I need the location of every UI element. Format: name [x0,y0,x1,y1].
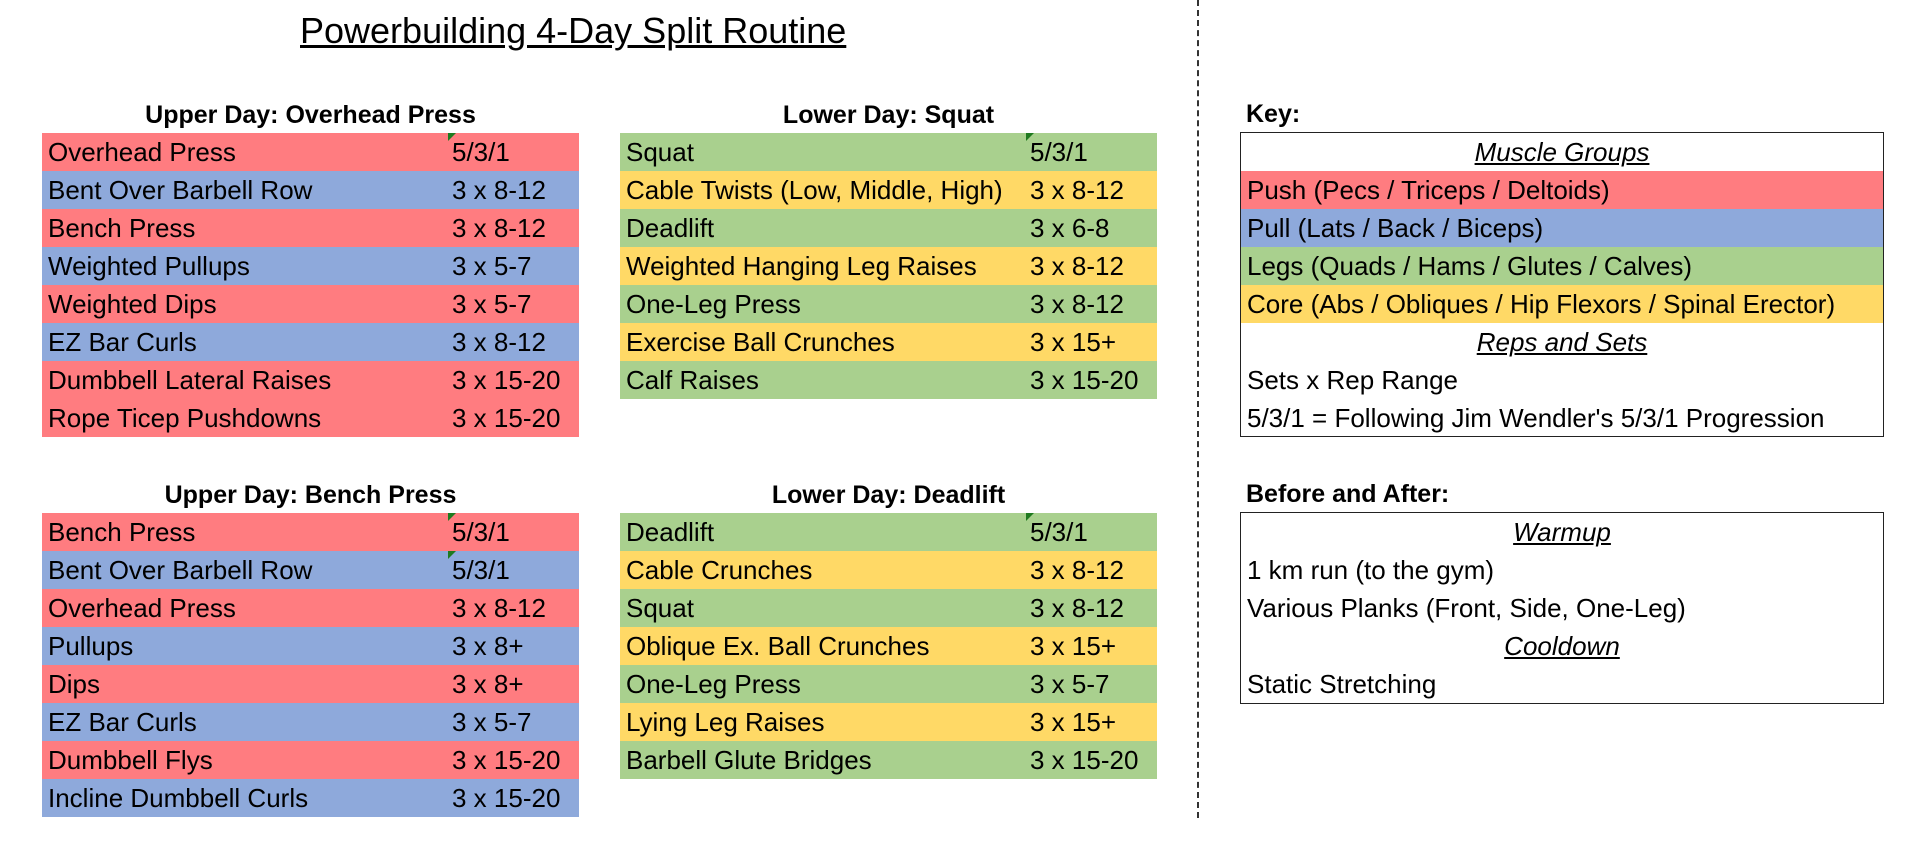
upper-bench-table [42,513,579,817]
exercise-row [620,513,1157,551]
exercise-row [620,627,1157,665]
key-label: Key: [1246,100,1301,128]
exercise-row [42,513,579,551]
exercise-name: Squat [626,137,694,167]
exercise-name: Lying Leg Raises [626,707,825,737]
cooldown-heading: Cooldown [1504,631,1620,661]
exercise-reps: 3 x 8-12 [452,213,546,243]
exercise-row [620,171,1157,209]
warmup-list [1241,551,1883,627]
exercise-reps: 3 x 8-12 [452,327,546,357]
upper-bench-heading: Upper Day: Bench Press [164,481,457,509]
page-title: Powerbuilding 4-Day Split Routine [300,10,847,51]
exercise-row [42,589,579,627]
exercise-reps: 3 x 8-12 [1030,251,1124,281]
exercise-reps: 3 x 8-12 [452,593,546,623]
exercise-row [42,741,579,779]
exercise-row [620,323,1157,361]
exercise-name: Bent Over Barbell Row [48,175,313,205]
exercise-row [620,665,1157,703]
exercise-name: Incline Dumbbell Curls [48,783,309,813]
warmup-heading: Warmup [1513,517,1611,547]
exercise-reps: 3 x 6-8 [1030,213,1110,243]
dashed-divider [1197,0,1199,818]
exercise-name: Barbell Glute Bridges [626,745,872,775]
exercise-reps: 3 x 8-12 [1030,593,1124,623]
warmup-item: 1 km run (to the gym) [1247,555,1495,585]
exercise-reps: 5/3/1 [452,137,510,167]
exercise-reps: 3 x 8-12 [1030,289,1124,319]
exercise-row [42,209,579,247]
exercise-row [42,551,579,589]
exercise-reps: 3 x 5-7 [452,289,532,319]
exercise-row [42,171,579,209]
exercise-reps: 3 x 8-12 [1030,175,1124,205]
exercise-name: One-Leg Press [626,289,801,319]
before-after-box [1240,512,1884,704]
exercise-reps: 3 x 15-20 [452,403,561,433]
reps-sets-line: Sets x Rep Range [1247,365,1459,395]
exercise-reps: 3 x 15-20 [1030,365,1139,395]
exercise-name: Rope Ticep Pushdowns [48,403,322,433]
cooldown-list [1241,665,1883,703]
exercise-reps: 3 x 15-20 [1030,745,1139,775]
exercise-reps: 5/3/1 [1030,137,1088,167]
reps-sets-list [1241,361,1883,437]
exercise-row [620,209,1157,247]
exercise-row [620,247,1157,285]
muscle-groups-list [1241,171,1883,323]
exercise-reps: 3 x 5-7 [452,251,532,281]
muscle-group-core: Core (Abs / Obliques / Hip Flexors / Spinal Erector) [1241,285,1883,323]
exercise-row [620,361,1157,399]
exercise-reps: 3 x 8+ [452,669,524,699]
exercise-row [42,247,579,285]
exercise-row [620,741,1157,779]
exercise-name: Weighted Hanging Leg Raises [626,251,977,281]
exercise-row [42,361,579,399]
exercise-name: Dips [48,669,101,699]
exercise-name: Pullups [48,631,134,661]
reps-sets-line: 5/3/1 = Following Jim Wendler's 5/3/1 Progression [1247,403,1825,433]
exercise-reps: 3 x 15+ [1030,327,1117,357]
exercise-reps: 3 x 5-7 [1030,669,1110,699]
exercise-reps: 3 x 15-20 [452,783,561,813]
upper-ohp-heading: Upper Day: Overhead Press [145,101,476,129]
exercise-reps: 3 x 15+ [1030,707,1117,737]
lower-squat-heading: Lower Day: Squat [782,101,995,129]
upper-ohp-table [42,133,579,437]
exercise-reps: 3 x 5-7 [452,707,532,737]
exercise-row [42,665,579,703]
exercise-row [42,133,579,171]
warmup-item: Various Planks (Front, Side, One-Leg) [1247,593,1686,623]
exercise-reps: 3 x 8+ [452,631,524,661]
exercise-name: Cable Crunches [626,555,813,585]
exercise-name: EZ Bar Curls [48,327,197,357]
exercise-reps: 5/3/1 [452,555,510,585]
exercise-name: Dumbbell Flys [48,745,213,775]
exercise-row [42,627,579,665]
exercise-name: Overhead Press [48,593,236,623]
lower-deadlift-heading: Lower Day: Deadlift [771,481,1006,509]
exercise-name: Dumbbell Lateral Raises [48,365,332,395]
exercise-name: Overhead Press [48,137,236,167]
reps-sets-heading: Reps and Sets [1476,327,1648,357]
exercise-row [42,285,579,323]
exercise-reps: 3 x 8-12 [452,175,546,205]
before-after-label: Before and After: [1246,480,1450,508]
exercise-row [620,551,1157,589]
exercise-name: Weighted Pullups [48,251,250,281]
muscle-groups-heading: Muscle Groups [1474,137,1650,167]
muscle-group-legs: Legs (Quads / Hams / Glutes / Calves) [1241,247,1883,285]
key-box [1240,132,1884,437]
exercise-reps: 3 x 15-20 [452,745,561,775]
lower-deadlift-table [620,513,1157,779]
exercise-row [42,703,579,741]
lower-squat-table [620,133,1157,399]
exercise-row [620,285,1157,323]
exercise-row [620,703,1157,741]
exercise-name: Bench Press [48,213,196,243]
exercise-name: EZ Bar Curls [48,707,197,737]
exercise-name: One-Leg Press [626,669,801,699]
exercise-name: Calf Raises [626,365,759,395]
exercise-row [620,589,1157,627]
exercise-row [42,399,579,437]
muscle-group-push: Push (Pecs / Triceps / Deltoids) [1241,171,1883,209]
exercise-reps: 5/3/1 [1030,517,1088,547]
exercise-name: Squat [626,593,694,623]
exercise-reps: 3 x 15+ [1030,631,1117,661]
cooldown-item: Static Stretching [1247,669,1437,699]
exercise-row [42,323,579,361]
exercise-name: Oblique Ex. Ball Crunches [626,631,930,661]
exercise-name: Weighted Dips [48,289,217,319]
exercise-reps: 3 x 15-20 [452,365,561,395]
exercise-name: Bent Over Barbell Row [48,555,313,585]
exercise-name: Deadlift [626,517,715,547]
exercise-row [620,133,1157,171]
exercise-row [42,779,579,817]
exercise-reps: 3 x 8-12 [1030,555,1124,585]
muscle-group-pull: Pull (Lats / Back / Biceps) [1241,209,1883,247]
exercise-name: Deadlift [626,213,715,243]
exercise-name: Exercise Ball Crunches [626,327,895,357]
exercise-reps: 5/3/1 [452,517,510,547]
exercise-name: Cable Twists (Low, Middle, High) [626,175,1003,205]
exercise-name: Bench Press [48,517,196,547]
